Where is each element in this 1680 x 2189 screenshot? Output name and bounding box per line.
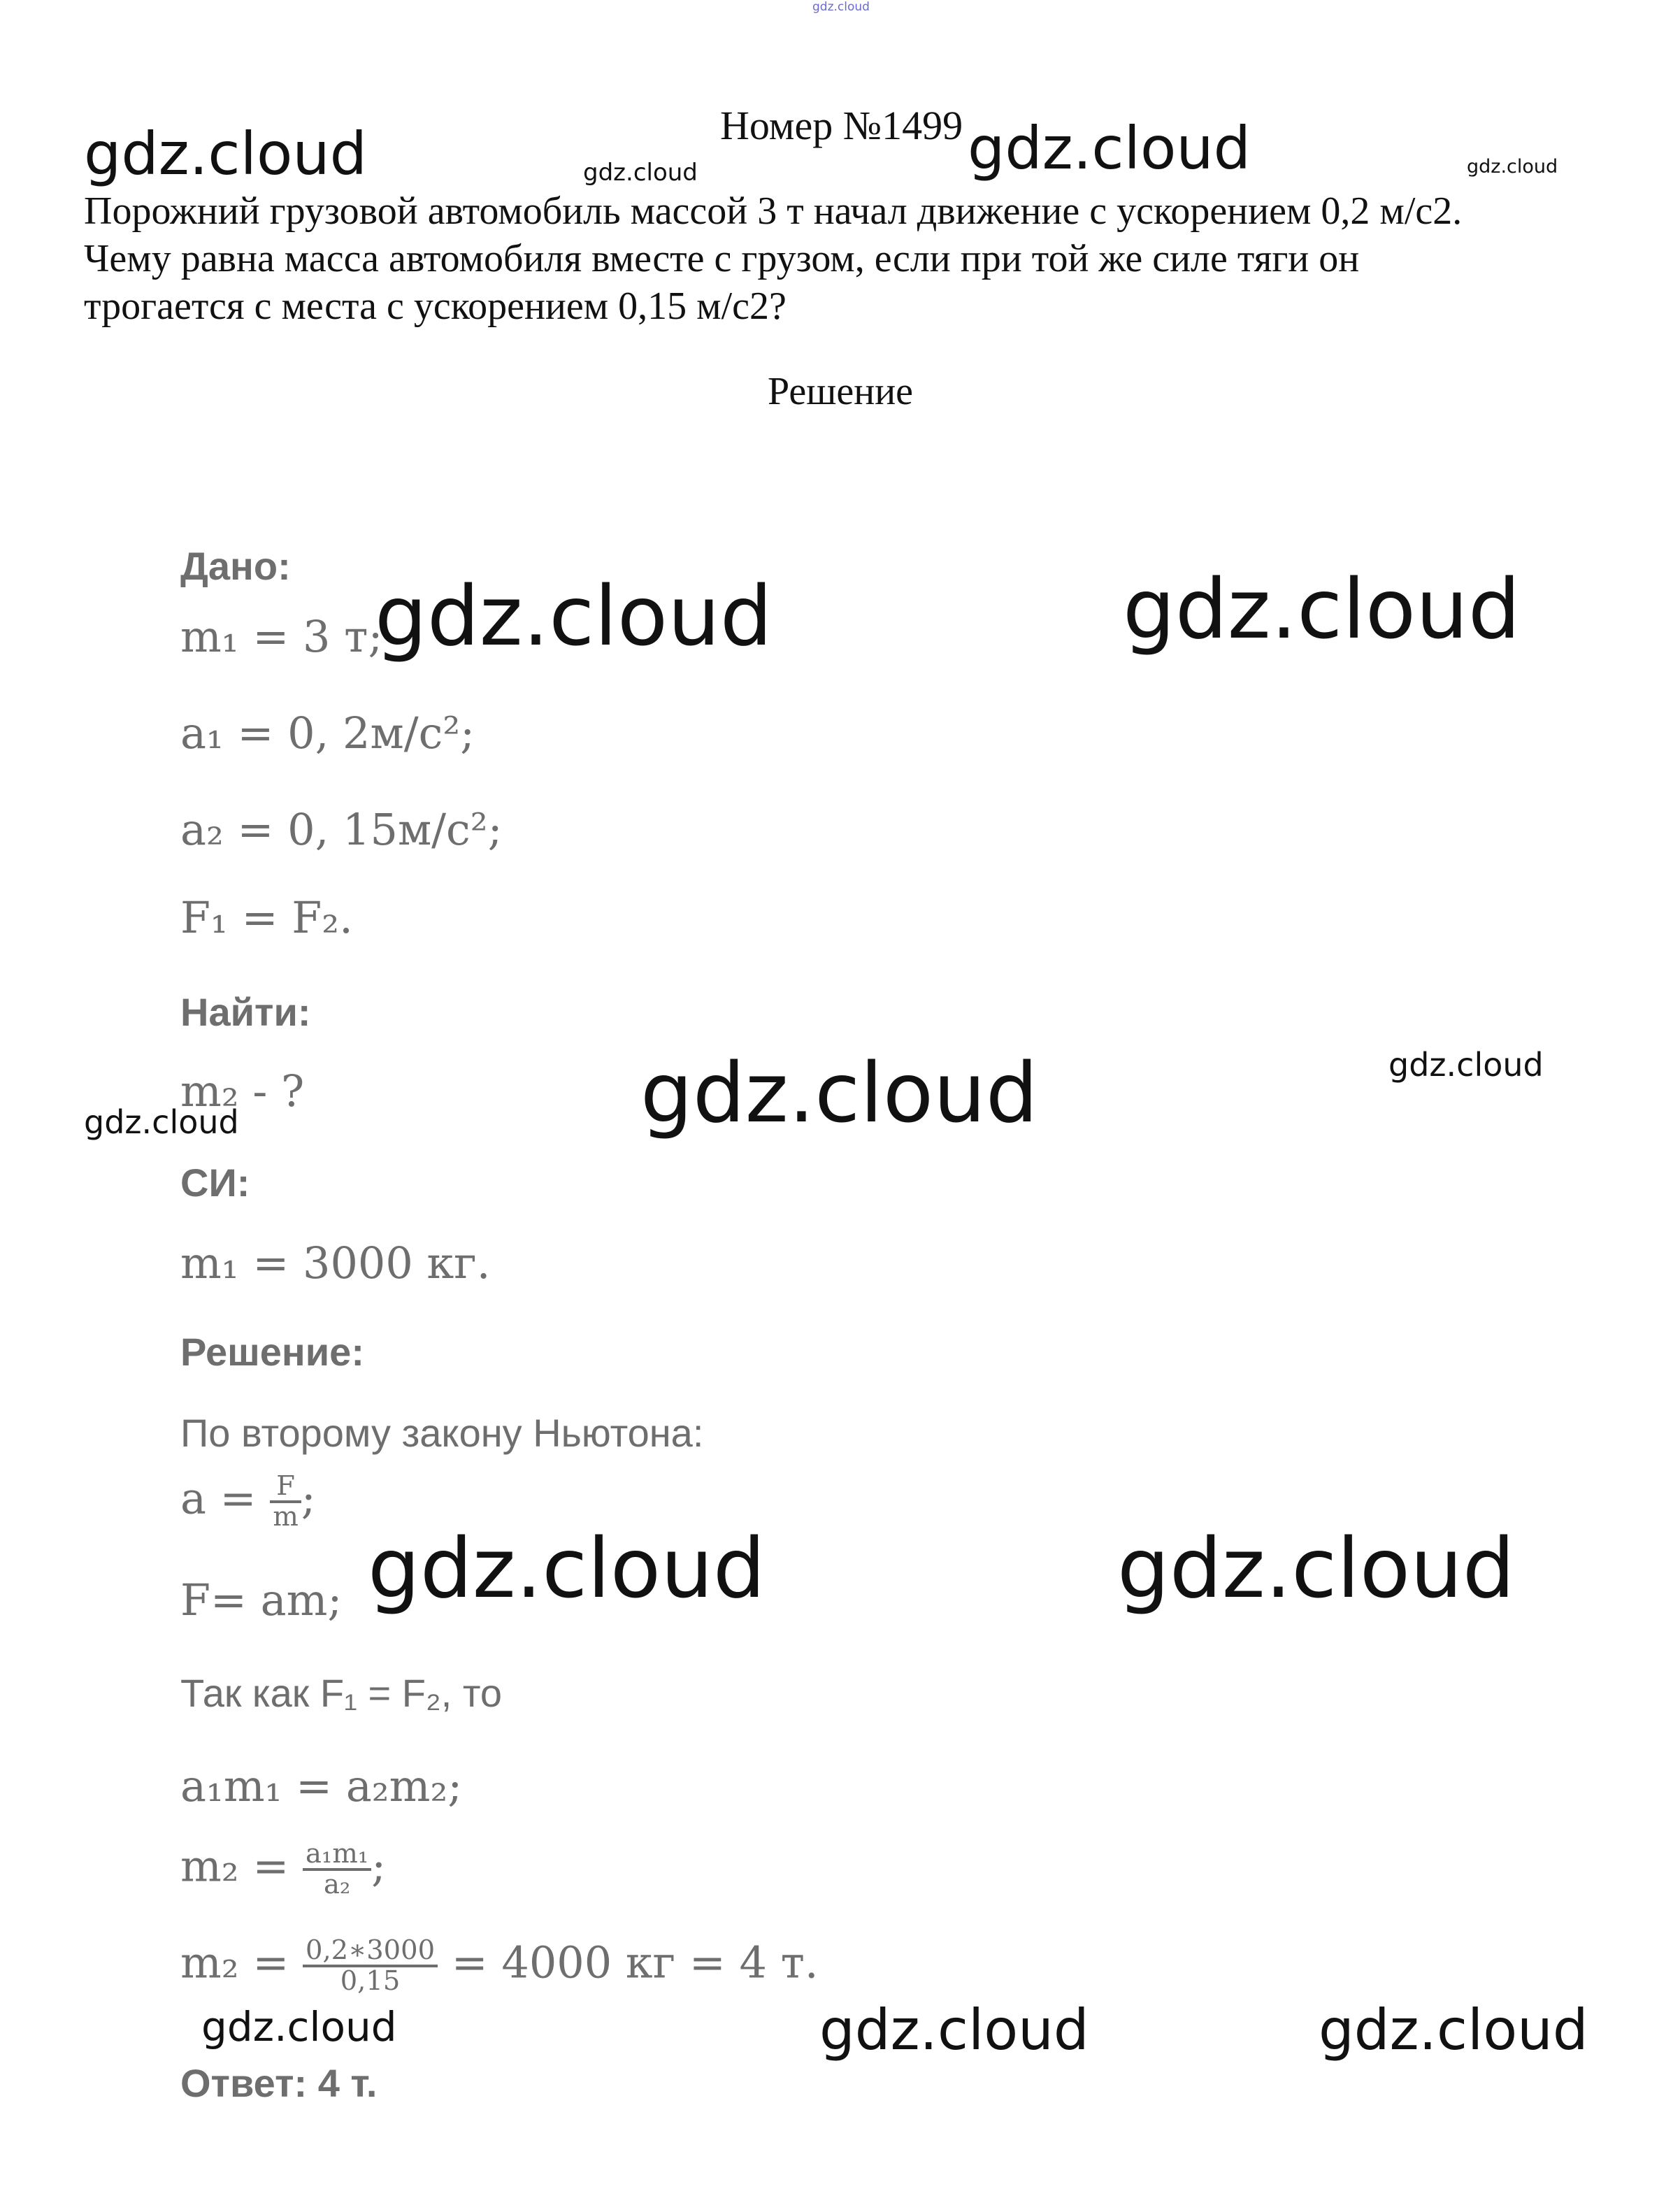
given-a1: a₁ = 0, 2м/с²;	[180, 708, 475, 759]
watermark: gdz.cloud	[201, 2003, 397, 2051]
watermark: gdz.cloud	[84, 1103, 239, 1141]
eq-a-denominator: m	[273, 1501, 299, 1533]
find-label: Найти:	[180, 990, 311, 1034]
eq-calc-numerator: 0,2∗3000	[303, 1937, 438, 1967]
given-label: Дано:	[180, 544, 291, 588]
watermark: gdz.cloud	[368, 1520, 766, 1616]
since-forces-equal-text: Так как F₁ = F₂, то	[180, 1671, 502, 1715]
eq-a-fraction	[270, 1472, 301, 1532]
problem-statement	[84, 187, 1462, 330]
watermark: gdz.cloud	[375, 568, 773, 664]
problem-number-title: Номер №1499	[720, 103, 963, 148]
eq-m2-numerator: a₁m₁	[303, 1840, 371, 1871]
equation-f-equals-am: F= am;	[180, 1574, 343, 1625]
answer: Ответ: 4 т.	[180, 2061, 378, 2105]
eq-m2-left: m₂ =	[180, 1840, 303, 1892]
given-forces: F₁ = F₂.	[180, 892, 353, 943]
watermark: gdz.cloud	[1117, 1520, 1515, 1616]
eq-a-numerator: F	[270, 1472, 301, 1503]
solution-heading: Решение	[768, 370, 914, 413]
eq-calc-tail: = 4000 кг = 4 т.	[438, 1937, 819, 1988]
equation-m2-formula	[180, 1840, 386, 1900]
watermark: gdz.cloud	[1388, 1046, 1544, 1084]
equation-balance: a₁m₁ = a₂m₂;	[180, 1760, 463, 1811]
eq-m2-tail: ;	[371, 1840, 387, 1892]
top-tiny-watermark: gdz.cloud	[812, 0, 870, 14]
watermark: gdz.cloud	[640, 1045, 1038, 1141]
newton-law-text: По второму закону Ньютона:	[180, 1411, 704, 1455]
eq-calc-denominator: 0,15	[340, 1965, 401, 1997]
watermark: gdz.cloud	[1319, 1997, 1588, 2062]
eq-a-left: a =	[180, 1472, 271, 1524]
eq-m2-fraction	[303, 1840, 371, 1900]
watermark: gdz.cloud	[84, 120, 367, 188]
solution-label: Решение:	[180, 1330, 364, 1374]
eq-calc-fraction	[303, 1937, 438, 1996]
si-label: СИ:	[180, 1161, 250, 1205]
find-expression: m₂ - ?	[180, 1065, 305, 1117]
given-a2: a₂ = 0, 15м/с²;	[180, 804, 503, 855]
equation-a-equals-f-over-m	[180, 1472, 316, 1532]
given-m1: m₁ = 3 т;	[180, 611, 383, 662]
problem-line-1: Порожний грузовой автомобиль массой 3 т начал движение с ускорением 0,2 м/с2.	[84, 189, 1463, 233]
watermark: gdz.cloud	[819, 1997, 1089, 2062]
problem-line-3: трогается с места с ускорением 0,15 м/с2?	[84, 285, 787, 328]
eq-m2-denominator: a₂	[323, 1869, 351, 1901]
watermark: gdz.cloud	[1467, 156, 1558, 178]
problem-line-2: Чему равна масса автомобиля вместе с грузом, если при той же силе тяги он	[84, 237, 1360, 280]
equation-m2-calculation	[180, 1937, 819, 1996]
eq-calc-left: m₂ =	[180, 1937, 303, 1988]
watermark: gdz.cloud	[1123, 561, 1521, 657]
watermark: gdz.cloud	[968, 114, 1251, 182]
watermark: gdz.cloud	[583, 159, 698, 187]
eq-a-tail: ;	[301, 1472, 316, 1524]
si-expression: m₁ = 3000 кг.	[180, 1237, 491, 1289]
